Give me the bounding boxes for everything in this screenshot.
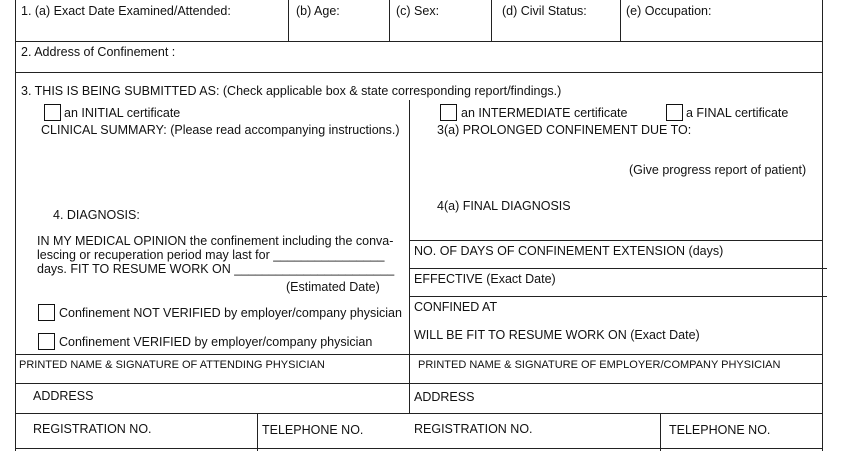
- intermediate-certificate-checkbox[interactable]: [440, 104, 457, 121]
- initial-certificate-label: an INITIAL certificate: [64, 106, 181, 120]
- address-of-confinement-label: 2. Address of Confinement :: [21, 45, 176, 59]
- exact-date-label: 1. (a) Exact Date Examined/Attended:: [21, 4, 231, 18]
- estimated-date-label: (Estimated Date): [286, 280, 380, 294]
- not-verified-checkbox[interactable]: [38, 304, 55, 321]
- extension-days-label: NO. OF DAYS OF CONFINEMENT EXTENSION (days): [414, 244, 724, 258]
- final-certificate-label: a FINAL certificate: [686, 106, 789, 120]
- registration-label-left: REGISTRATION NO.: [33, 422, 152, 436]
- age-label: (b) Age:: [296, 4, 340, 18]
- sex-label: (c) Sex:: [396, 4, 440, 18]
- registration-label-right: REGISTRATION NO.: [414, 422, 533, 436]
- initial-certificate-checkbox[interactable]: [44, 104, 61, 121]
- company-physician-signature-label: PRINTED NAME & SIGNATURE OF EMPLOYER/COMPANY PHYSICIAN: [418, 359, 781, 371]
- final-certificate-checkbox[interactable]: [666, 104, 683, 121]
- medical-opinion-line-2: lescing or recuperation period may last for ________________: [37, 248, 385, 262]
- intermediate-certificate-label: an INTERMEDIATE certificate: [461, 106, 628, 120]
- attending-physician-signature-label: PRINTED NAME & SIGNATURE OF ATTENDING PHYSICIAN: [19, 359, 325, 371]
- fit-to-resume-label: WILL BE FIT TO RESUME WORK ON (Exact Date): [414, 328, 700, 342]
- final-diagnosis-label: 4(a) FINAL DIAGNOSIS: [437, 199, 571, 213]
- effective-date-label: EFFECTIVE (Exact Date): [414, 272, 556, 286]
- telephone-label-right: TELEPHONE NO.: [669, 423, 771, 437]
- telephone-label-left: TELEPHONE NO.: [262, 423, 364, 437]
- medical-opinion-line-1: IN MY MEDICAL OPINION the confinement including the conva-: [37, 234, 394, 248]
- verified-checkbox[interactable]: [38, 333, 55, 350]
- occupation-label: (e) Occupation:: [626, 4, 712, 18]
- prolonged-confinement-label: 3(a) PROLONGED CONFINEMENT DUE TO:: [437, 123, 692, 137]
- address-label-right: ADDRESS: [414, 390, 475, 404]
- not-verified-label: Confinement NOT VERIFIED by employer/company physician: [59, 306, 402, 320]
- submitted-as-label: 3. THIS IS BEING SUBMITTED AS: (Check applicable box & state corresponding report/findings.): [21, 84, 562, 98]
- address-label-left: ADDRESS: [33, 389, 94, 403]
- medical-opinion-line-3: days. FIT TO RESUME WORK ON _______________________: [37, 262, 395, 276]
- civil-status-label: (d) Civil Status:: [502, 4, 587, 18]
- diagnosis-label: 4. DIAGNOSIS:: [53, 208, 140, 222]
- clinical-summary-label: CLINICAL SUMMARY: (Please read accompanying instructions.): [41, 123, 400, 137]
- verified-label: Confinement VERIFIED by employer/company physician: [59, 335, 373, 349]
- confined-at-label: CONFINED AT: [414, 300, 498, 314]
- progress-report-label: (Give progress report of patient): [629, 163, 807, 177]
